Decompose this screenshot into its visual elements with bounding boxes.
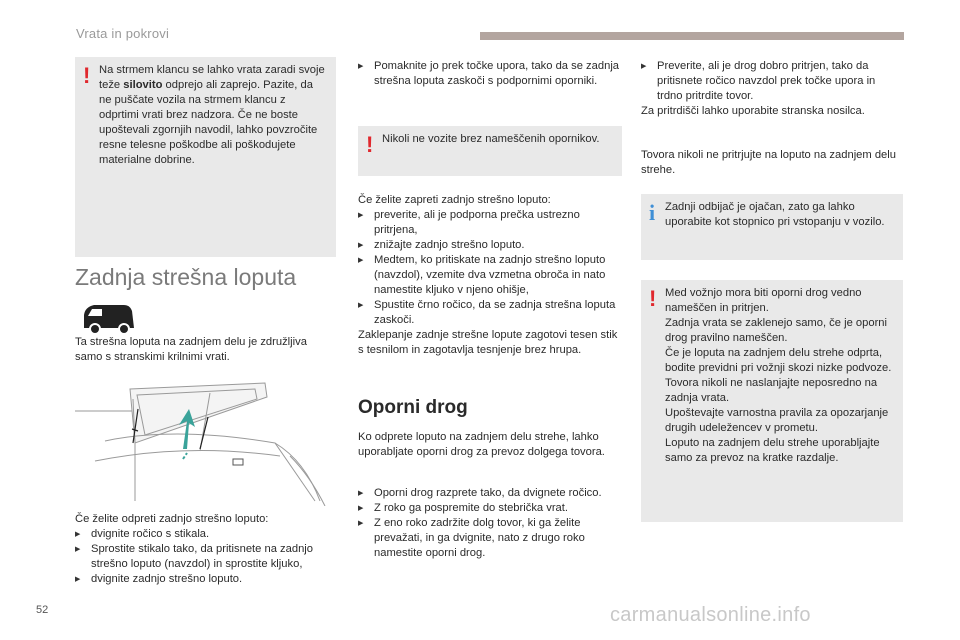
side-holders-note: Za pritrdišči lahko uporabite stranska nosilca. <box>641 105 865 117</box>
info-text: Zadnji odbijač je ojačan, zato ga lahko uporabite kot stopnico pri vstopanju v vozilo. <box>665 201 885 228</box>
close-intro: Če želite zapreti zadnjo strešno loputo: <box>358 194 551 206</box>
info-box-bumper <box>641 194 903 260</box>
close-step: ▶ preverite, ali je podporna prečka ustrezno pritrjena, <box>358 208 622 238</box>
warning-icon: ! <box>83 63 91 88</box>
latch-step: ▶ Pomaknite jo prek točke upora, tako da se zadnja strešna loputa zaskoči s podpornimi oporniki. <box>358 59 622 89</box>
close-steps-list <box>358 208 622 328</box>
col3-top <box>641 59 903 119</box>
close-note: Zaklepanje zadnje strešne lopute zagotovi tesen stik s tesnilom in zagotavlja tesnjenje brez hrupa. <box>358 329 618 356</box>
section-title-support-bar: Oporni drog <box>358 397 468 418</box>
support-step: ▶ Z roko ga posp​remite do stebrička vrat. <box>358 501 622 516</box>
warning-icon: ! <box>366 132 374 157</box>
section1-intro: Ta strešna loputa na zadnjem delu je združljiva samo s stranskimi krilnimi vrati. <box>75 336 307 363</box>
close-instructions <box>358 193 622 358</box>
section-title-rear-hatch: Zadnja strešna loputa <box>75 264 297 290</box>
warning-box-struts <box>358 126 622 176</box>
check-step: ▶ Preverite, ali je drog dobro pritrjen, tako da pritisnete ročico navzdol prek točke upora in trdno pritrdite tovor. <box>641 59 903 104</box>
open-step: ▶ dvignite ročico s stikala. <box>75 527 337 542</box>
open-step: ▶ Sprostite stikalo tako, da pritisnete na zadnjo strešno loputo (navzdol) in sprostite kljuko, <box>75 542 337 572</box>
close-step: ▶ Medtem, ko pritiskate na zadnjo strešno loputo (navzdol), vzemite dva vzmetna obroča in nato namestite kljuko v njeno ohišje, <box>358 253 622 298</box>
page-header-title: Vrata in pokrovi <box>76 26 170 41</box>
open-steps-list <box>75 527 337 587</box>
close-step: ▶ Spustite črno ročico, da se zadnja strešna loputa zaskoči. <box>358 298 622 328</box>
support-step: ▶ Oporni drog razprete tako, da dvignete ročico. <box>358 486 622 501</box>
load-note: Tovora nikoli ne pritrjujte na loputo na zadnjem delu strehe. <box>641 149 896 176</box>
col2-top-step <box>358 59 622 89</box>
header-bar <box>480 32 904 40</box>
open-instructions <box>75 512 337 587</box>
info-icon: i <box>649 200 656 225</box>
support-step: ▶ Z eno roko zadržite dolg tovor, ki ga želite prevažati, in ga dvignite, nato z drugo roko namestite oporni drog. <box>358 516 622 561</box>
open-step: ▶ dvignite zadnjo strešno loputo. <box>75 572 337 587</box>
close-step: ▶ znižajte zadnjo strešno loputo. <box>358 238 622 253</box>
watermark: carmanualsonline.info <box>610 604 811 626</box>
warning-icon: ! <box>649 286 657 311</box>
open-intro: Če želite odpreti zadnjo strešno loputo: <box>75 513 269 525</box>
support-bar-steps <box>358 486 622 561</box>
warning-text: Med vožnjo mora biti oporni drog vedno nameščen in pritrjen. Zadnja vrata se zaklenejo samo, če je oporni drog pravilno nameščen. Če je loputa na zadnjem delu strehe odprta, bodite previdni pri vožnji skozi nizke podvoze. Tovora nikoli ne naslanjajte neposredno na zadnja vrata. Upoštevajte varnostna pravila za opozarjanje drugih udeležencev v prometu. Loputo na zadnjem delu strehe uporabljajte samo za prevoz na kratke razdalje. <box>665 287 892 464</box>
warning-text: Nikoli ne vozite brez nameščenih opornikov. <box>382 133 600 145</box>
section2-intro: Ko odprete loputo na zadnjem delu strehe, lahko uporabljate oporni drog za prevoz dolgega tovora. <box>358 431 605 458</box>
warning-text: Na strmem klancu se lahko vrata zaradi svoje teže silovito odprejo ali zaprejo. Pazite, da ne puščate vozila na strmem klancu z odprtimi vrati brez nadzora. Če ne boste upoštevali zgornjih navodil, lahko povzročite resne telesne poškodbe ali poškodujete materialne dobrine. <box>99 64 325 166</box>
van-icon <box>80 301 138 335</box>
page-number: 52 <box>36 604 49 616</box>
hatch-illustration <box>75 381 337 506</box>
warning-box-driving <box>641 280 903 522</box>
warning-box-steep-hill <box>75 57 336 257</box>
